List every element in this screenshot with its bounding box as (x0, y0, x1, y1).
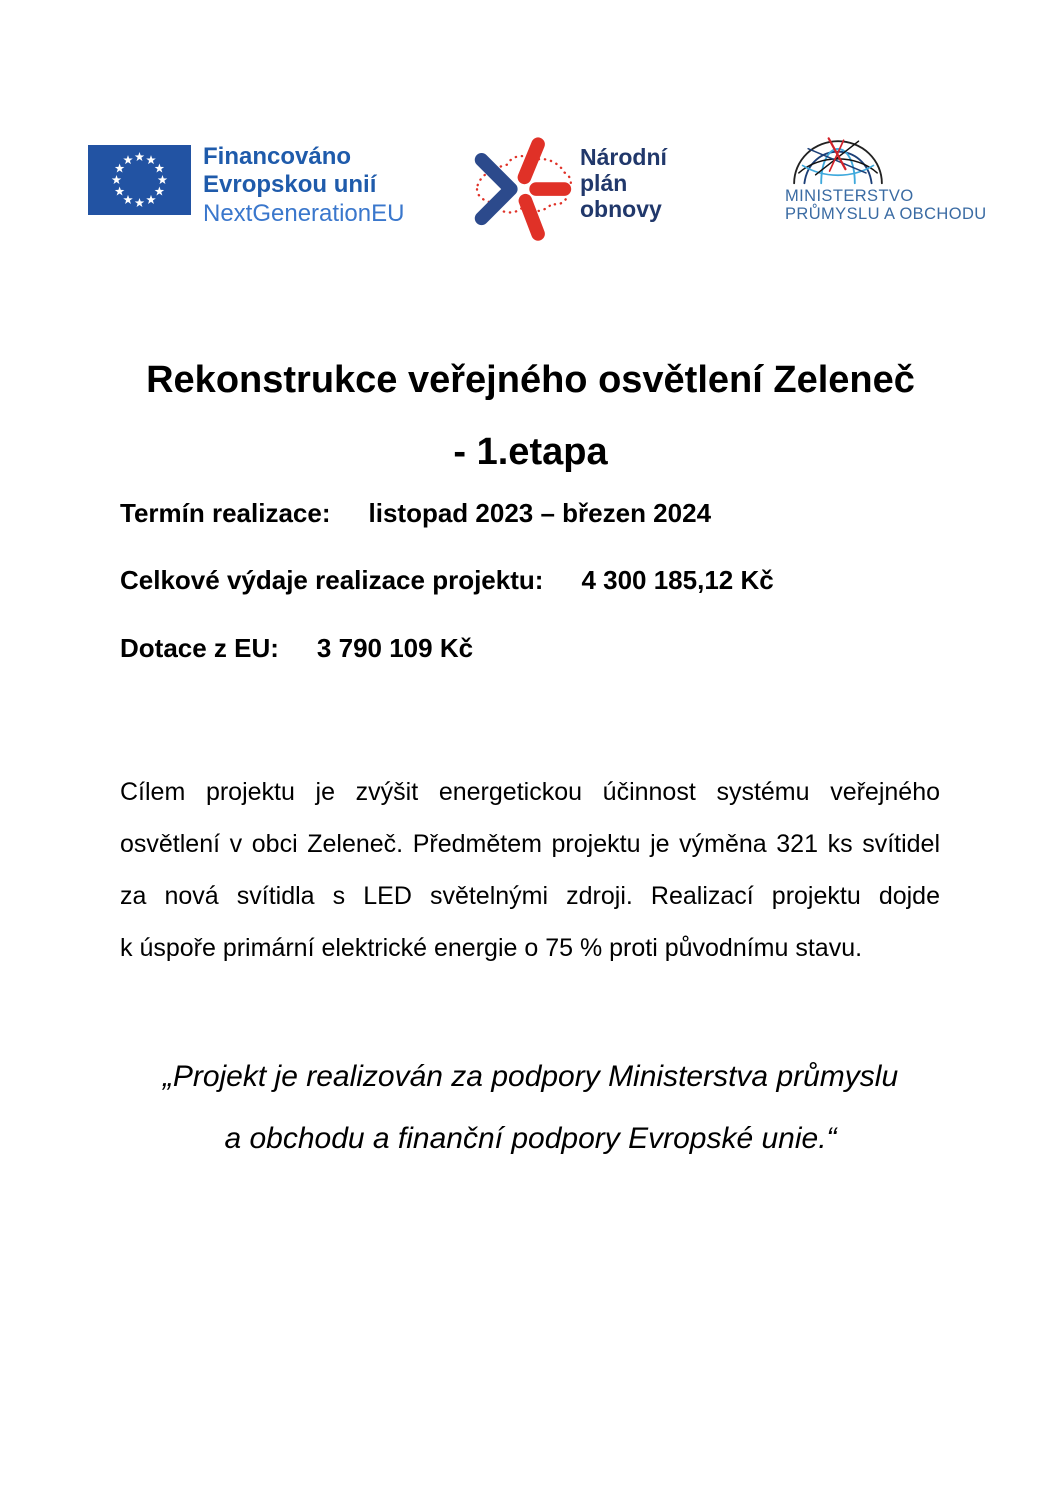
npo-line1: Národní (580, 144, 667, 170)
detail-label: Celkové výdaje realizace projektu: (120, 565, 544, 595)
npo-line2: plán (580, 170, 628, 196)
npo-chevron (482, 160, 511, 218)
eu-funding-line2: Evropskou unií (203, 171, 377, 198)
eu-funding-text (203, 143, 404, 228)
eu-flag-icon (88, 145, 191, 215)
ministry-line1: MINISTERSTVO (785, 187, 914, 205)
detail-row-termin (120, 498, 711, 529)
eu-funding-line3: NextGenerationEU (203, 200, 405, 227)
support-quote (0, 1046, 1061, 1170)
detail-value: 4 300 185,12 Kč (581, 565, 774, 595)
paragraph-line: osvětlení v obci Zeleneč. Předmětem projektu je výměna 321 ks svítidel (120, 830, 940, 858)
npo-mark-icon (466, 132, 578, 250)
page-title (0, 344, 1061, 488)
detail-label: Termín realizace: (120, 498, 331, 528)
npo-wordmark (580, 144, 667, 222)
page-title-line1: Rekonstrukce veřejného osvětlení Zeleneč (146, 359, 915, 401)
ministry-dome-icon (791, 130, 885, 186)
paragraph-line: k úspoře primární elektrické energie o 75 % proti původnímu stavu. (120, 934, 863, 962)
ministry-logo (785, 130, 1000, 230)
paragraph-line: Cílem projektu je zvýšit energetickou účinnost systému veřejného (120, 778, 940, 806)
detail-label: Dotace z EU: (120, 633, 279, 663)
narodni-plan-obnovy-logo (466, 130, 681, 255)
project-description (120, 766, 940, 974)
ministry-wordmark (785, 187, 1000, 223)
eu-funding-line1: Financováno (203, 143, 352, 170)
support-quote-line2: a obchodu a finanční podpory Evropské unie.“ (224, 1122, 837, 1155)
eu-funding-logo (88, 143, 448, 233)
npo-line3: obnovy (580, 196, 662, 222)
page-title-line2: - 1.etapa (453, 431, 608, 473)
detail-row-vydaje (120, 565, 774, 596)
detail-value: listopad 2023 – březen 2024 (368, 498, 712, 528)
support-quote-line1: „Projekt je realizován za podpory Ministerstva průmyslu (162, 1060, 899, 1093)
npo-red-strokes (524, 144, 564, 234)
detail-row-dotace (120, 633, 473, 664)
paragraph-line: za nová svítidla s LED světelnými zdroji. Realizací projektu dojde (120, 882, 940, 910)
detail-value: 3 790 109 Kč (316, 633, 474, 663)
ministry-line2: PRŮMYSLU A OBCHODU (785, 205, 987, 223)
